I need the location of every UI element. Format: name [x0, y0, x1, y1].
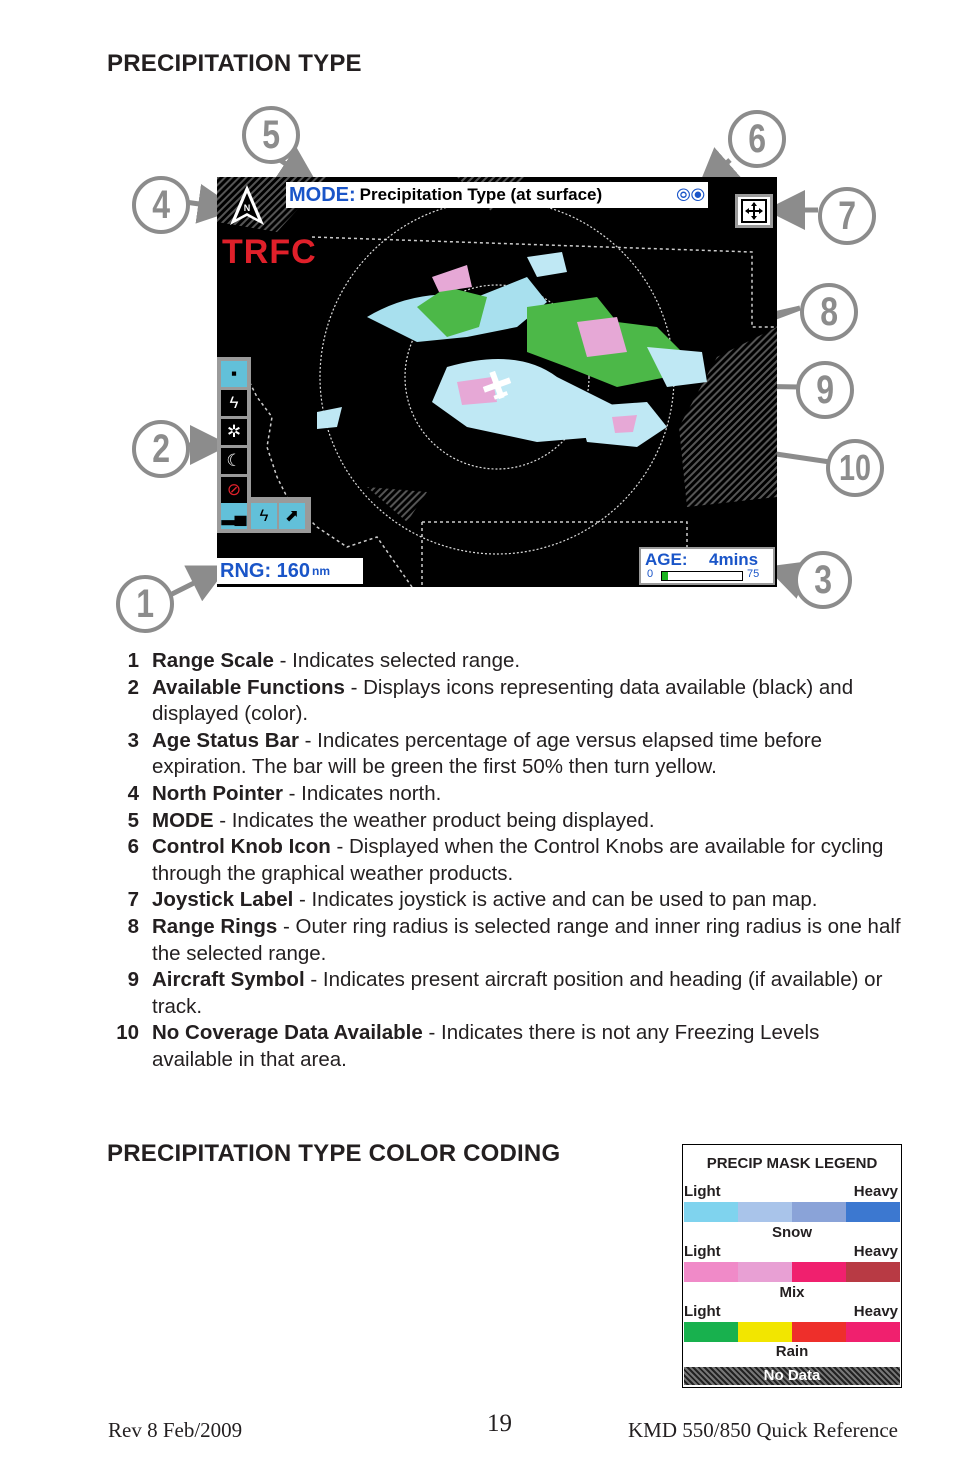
age-label: AGE: — [645, 550, 688, 569]
description-item — [105, 648, 905, 675]
legend-mix-label: Mix — [779, 1284, 805, 1301]
item-description: - Indicates selected range. — [273, 649, 521, 672]
item-description: - Displays icons representing data available (black) and displayed (color). — [152, 675, 854, 726]
legend-no-data: No Data — [684, 1367, 900, 1385]
item-description: - Indicates the weather product being displayed. — [213, 808, 655, 832]
item-term: Range Scale — [152, 649, 274, 672]
item-description: - Indicates present aircraft position and heading (if available) or track. — [152, 968, 883, 1018]
item-number: 2 — [127, 675, 139, 699]
callout-8: 8 — [800, 283, 858, 341]
callout-7: 7 — [818, 187, 876, 245]
legend-light-label: Light — [684, 1183, 721, 1200]
callout-6: 6 — [728, 110, 786, 168]
weather-function-icon: ▪ — [221, 361, 247, 387]
legend-title: PRECIP MASK LEGEND — [706, 1155, 878, 1172]
legend-mix-bar — [684, 1262, 900, 1282]
legend-heavy-label: Heavy — [853, 1243, 898, 1260]
range-value: 160 — [276, 559, 311, 582]
age-max: 75 — [747, 568, 760, 580]
item-number: 9 — [127, 968, 139, 992]
callout-10: 10 — [826, 439, 884, 497]
weather-screen — [217, 177, 777, 587]
traffic-label: TRFC — [222, 233, 317, 271]
legend-snow-label: Snow — [772, 1224, 812, 1241]
age-status-bar — [639, 547, 775, 585]
legend-color-swatch — [846, 1202, 900, 1222]
item-term: Range Rings — [152, 914, 278, 938]
legend-color-swatch — [846, 1322, 900, 1342]
callout-1: 1 — [116, 575, 174, 633]
callout-3: 3 — [794, 551, 852, 609]
callout-2: 2 — [132, 420, 190, 478]
item-description: - Indicates there is not any Freezing Levels available in that area. — [152, 1021, 820, 1071]
legend-color-swatch — [738, 1262, 792, 1282]
mode-value: Precipitation Type (at surface) — [359, 185, 603, 204]
north-letter: N — [243, 203, 251, 213]
signal-icon: ▂▄ — [221, 503, 247, 529]
datalink-icon: ϟ — [251, 503, 277, 529]
item-number: 5 — [127, 808, 139, 832]
legend-snow-bar — [684, 1202, 900, 1222]
legend-color-swatch — [792, 1262, 846, 1282]
description-item — [105, 967, 905, 1020]
legend-rain-bar — [684, 1322, 900, 1342]
weather-display-figure — [110, 100, 890, 640]
range-unit: nm — [312, 564, 331, 578]
legend-color-swatch — [738, 1202, 792, 1222]
item-number: 7 — [127, 888, 139, 912]
age-bar-fill — [662, 572, 668, 580]
legend-heavy-label: Heavy — [853, 1303, 898, 1320]
description-item — [105, 781, 905, 808]
description-item — [105, 728, 905, 781]
freezing-icon: ✲ — [221, 419, 247, 445]
item-term: North Pointer — [152, 781, 283, 805]
item-number: 10 — [116, 1021, 139, 1045]
legend-color-swatch — [792, 1202, 846, 1222]
legend-light-label: Light — [684, 1243, 721, 1260]
footer-revision: Rev 8 Feb/2009 — [108, 1418, 243, 1442]
legend-color-swatch — [684, 1322, 738, 1342]
legend-light-label: Light — [684, 1303, 721, 1320]
range-scale — [217, 558, 363, 584]
lightning-icon: ϟ — [221, 390, 247, 416]
callout-4: 4 — [132, 176, 190, 234]
item-description: - Indicates joystick is active and can be used to pan map. — [293, 888, 818, 912]
description-item — [105, 887, 905, 914]
legend-color-swatch — [684, 1262, 738, 1282]
item-term: Control Knob Icon — [152, 835, 331, 859]
mode-label: MODE: — [289, 183, 356, 206]
callout-5: 5 — [242, 106, 300, 164]
item-number: 6 — [127, 835, 139, 859]
item-term: Joystick Label — [152, 888, 294, 912]
legend-rain-label: Rain — [775, 1343, 809, 1360]
joystick-icon — [735, 194, 773, 228]
callout-descriptions — [105, 648, 905, 1074]
item-number: 8 — [127, 914, 139, 938]
item-term: No Coverage Data Available — [152, 1021, 423, 1045]
item-term: Age Status Bar — [152, 728, 299, 752]
item-number: 3 — [127, 728, 139, 752]
age-min: 0 — [647, 568, 654, 580]
item-number: 1 — [127, 649, 139, 672]
item-number: 4 — [127, 781, 139, 805]
north-pointer-icon — [227, 183, 267, 227]
age-value: 4mins — [709, 550, 759, 569]
page-number: 19 — [487, 1410, 512, 1437]
item-term: Aircraft Symbol — [152, 968, 305, 992]
item-term: MODE — [152, 808, 214, 832]
color-coding-title: PRECIPITATION TYPE COLOR CODING — [107, 1140, 561, 1167]
legend-color-swatch — [738, 1322, 792, 1342]
description-item — [105, 1020, 905, 1073]
legend-color-swatch — [846, 1262, 900, 1282]
precip-mask-legend — [682, 1144, 902, 1388]
mode-label-box — [286, 182, 708, 208]
section-title: PRECIPITATION TYPE — [107, 50, 362, 77]
legend-color-swatch — [792, 1322, 846, 1342]
callout-9: 9 — [796, 361, 854, 419]
legend-color-swatch — [684, 1202, 738, 1222]
item-description: - Indicates north. — [282, 781, 442, 805]
item-description: - Displayed when the Control Knobs are available for cycling through the graphical weather products. — [152, 835, 884, 885]
legend-heavy-label: Heavy — [853, 1183, 898, 1200]
description-item — [105, 834, 905, 887]
age-bar-track — [661, 571, 743, 581]
footer-doc-title: KMD 550/850 Quick Reference — [628, 1418, 899, 1442]
moon-icon: ☾ — [221, 448, 247, 474]
tfr-icon: ⊘ — [221, 477, 247, 503]
control-knob-icon: ⦾⦿ — [676, 185, 705, 205]
range-label: RNG: — [220, 559, 272, 582]
description-item — [105, 914, 905, 967]
item-description: - Outer ring radius is selected range and inner ring radius is one half the selected range. — [152, 914, 901, 965]
description-item — [105, 675, 905, 728]
item-term: Available Functions — [152, 675, 345, 699]
item-description: - Indicates percentage of age versus elapsed time before expiration. The bar will be green the first 50% then turn yellow. — [152, 728, 823, 779]
description-item — [105, 808, 905, 835]
expand-icon: ⬈ — [279, 503, 305, 529]
